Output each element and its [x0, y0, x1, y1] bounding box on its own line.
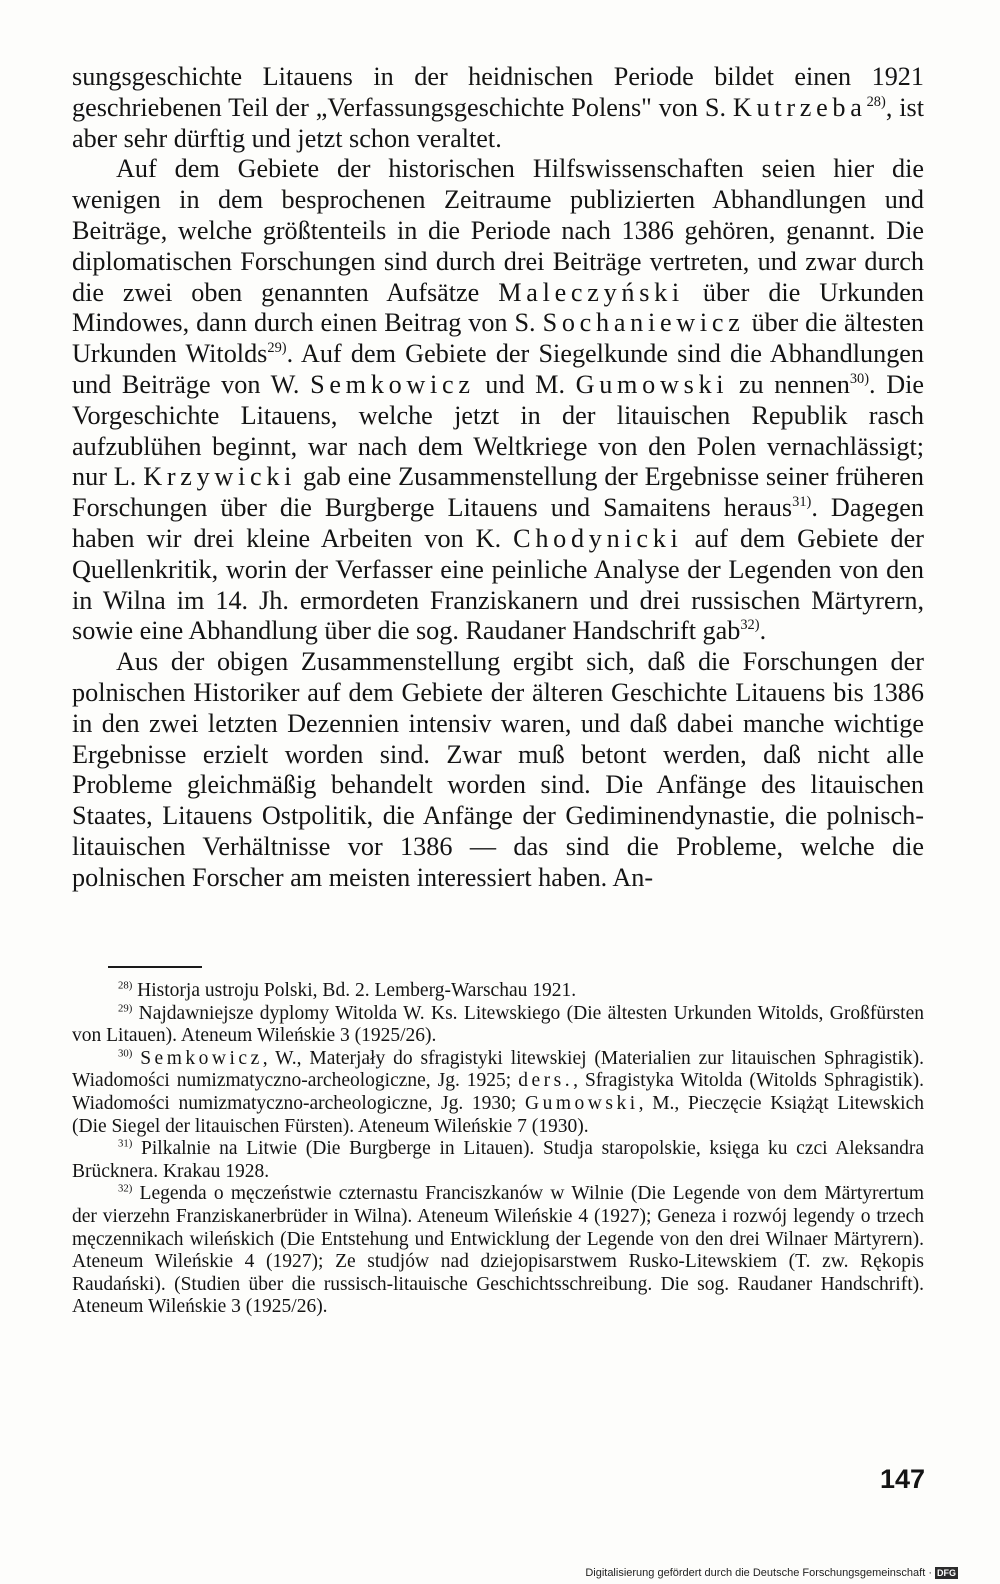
author-name: Sochaniewicz [542, 308, 745, 338]
author-name: Gumowski [575, 369, 729, 399]
paragraph-1: sungsgeschichte Litauens in der heidnischen Periode bildet einen 1921 geschriebenen Teil der „Verfassungsgeschichte Polens" von S. Kutrzeba$^{28)}$, ist aber sehr dürftig und jetzt schon veraltet. [72, 62, 924, 153]
author-name: Maleczyński [498, 277, 684, 307]
footnote-32: $^{32)}$ Legenda o męczeństwie czternastu Franciszkanów w Wilnie (Die Legende von dem Märtyrertum der vierzehn Franziskanerbrüder in Wilna). Ateneum Wileńskie 4 (1927); Geneza i rozwój legendy o trzech męczennikach wileńskich (Die Entstehung und Entwicklung der Legende von den drei Wilnaer Märtyrern). Ateneum Wileńskie 4 (1927); Ze studjów nad dziejopisarstwem Rusko-Litewskiem (T. zw. Rękopis Raudański). (Studien über die russisch-litauische Geschichtsschreibung. Die sog. Raudaner Handschrift). Ateneum Wileńskie 3 (1925/26). [72, 1182, 924, 1318]
page-number: 147 [880, 1464, 926, 1494]
paragraph-2: Auf dem Gebiete der historischen Hilfswissenschaften seien hier die wenigen in dem besprochenen Zeitraume publizierten Abhandlungen und Beiträge, welche größtenteils in die Periode nach 1386 gehören, genannt. Die diplomatischen Forschungen sind durch drei Beiträge vertreten, und zwar durch die zwei oben genannten Aufsätze Maleczyński über die Urkunden Mindowes, dann durch einen Beitrag von S. Sochaniewicz über die ältesten Urkunden Witolds$^{29)}$. Auf dem Gebiete der Siegelkunde sind die Abhandlungen und Beiträge von W. Semkowicz und M. Gumowski zu nennen$^{30)}$. Die Vorgeschichte Litauens, welche jetzt in der litauischen Republik rasch aufzublühen beginnt, war nach dem Weltkriege von den Polen vernachlässigt; nur L. Krzywicki gab eine Zusammenstellung der Ergebnisse seiner früheren Forschungen über die Burgberge Litauens und Samaitens heraus$^{31)}$. Dagegen haben wir drei kleine Arbeiten von K. Chodynicki auf dem Gebiete der Quellenkritik, worin der Verfasser eine peinliche Analyse der Legenden von den in Wilna im 14. Jh. ermordeten Franziskanern und drei russischen Märtyrern, sowie eine Abhandlung über die sog. Raudaner Handschrift gab$^{32)}$. [72, 154, 925, 646]
footnote-mark: 28) [118, 979, 133, 992]
author-name: Chodynicki [513, 523, 683, 553]
footnote-30: $^{30)}$ Semkowicz, W., Materjały do sfragistyki litewskiej (Materialien zur litauischen Sphragistik). Wiadomości numizmatyczno-archeologiczne, Jg. 1925; ders., Sfragistyka Witolda (Witolds Sphragistik). Wiadomości numizmatyczno-archeologiczne, Jg. 1930; Gumowski, M., Pieczęcie Książąt Litewskich (Die Siegel der litauischen Fürsten). Ateneum Wileńskie 7 (1930). [72, 1047, 924, 1137]
footnote-ref: 28) [866, 93, 886, 110]
dfg-logo-icon: DFG [937, 1568, 956, 1579]
footnote-31: $^{31)}$ Pilkalnie na Litwie (Die Burgberge in Litauen). Studja staropolskie, księga ku czci Aleksandra Brücknera. Krakau 1928. [72, 1137, 924, 1182]
author-name: Krzywicki [143, 462, 297, 492]
footnote-ref: 30) [849, 370, 870, 387]
footnote-28: $^{28)}$ Historja ustroju Polski, Bd. 2. Lemberg-Warschau 1921. [118, 979, 577, 1001]
footnote-ref: 32) [740, 617, 760, 634]
author-name: Semkowicz [310, 369, 475, 399]
paragraph-3: Aus der obigen Zusammenstellung ergibt sich, daß die Forschungen der polnischen Historiker auf dem Gebiete der älteren Geschichte Litauens bis 1386 in den zwei letzten Dezennien intensiv waren, und daß dabei manche wichtige Ergebnisse erzielt worden sind. Zwar muß betont werden, daß nicht alle Probleme gleichmäßig behandelt worden sind. Die Anfänge des litauischen Staates, Litauens Ostpolitik, die Anfänge der Gediminendynastie, die polnisch-litauischen Verhältnisse vor 1386 — das sind die Probleme, welche die polnischen Forscher am meisten interessiert haben. An- [72, 647, 924, 892]
author-name: Gumowski [524, 1092, 639, 1114]
main-text [72, 62, 924, 894]
footnote-mark: 31) [118, 1137, 133, 1150]
footnotes [72, 980, 924, 1319]
footnote-mark: 29) [118, 1002, 133, 1015]
footnote-ref: 29) [267, 340, 287, 357]
author-name: Kutrzeba [732, 92, 867, 122]
footnote-mark: 32) [118, 1182, 133, 1195]
footnote-29: $^{29)}$ Najdawniejsze dyplomy Witolda W. Ks. Litewskiego (Die ältesten Urkunden Witolds, Großfürsten von Litauen). Ateneum Wileńskie 3 (1925/26). [72, 1002, 924, 1047]
footnote-ref: 31) [792, 494, 812, 511]
footnote-divider [108, 966, 202, 968]
digitization-credit: Digitalisierung gefördert durch die Deutsche Forschungsgemeinschaft · DFG [585, 1567, 956, 1579]
footnote-mark: 30) [118, 1047, 133, 1060]
author-name: ders. [518, 1070, 574, 1092]
author-name: Semkowicz [140, 1047, 263, 1069]
